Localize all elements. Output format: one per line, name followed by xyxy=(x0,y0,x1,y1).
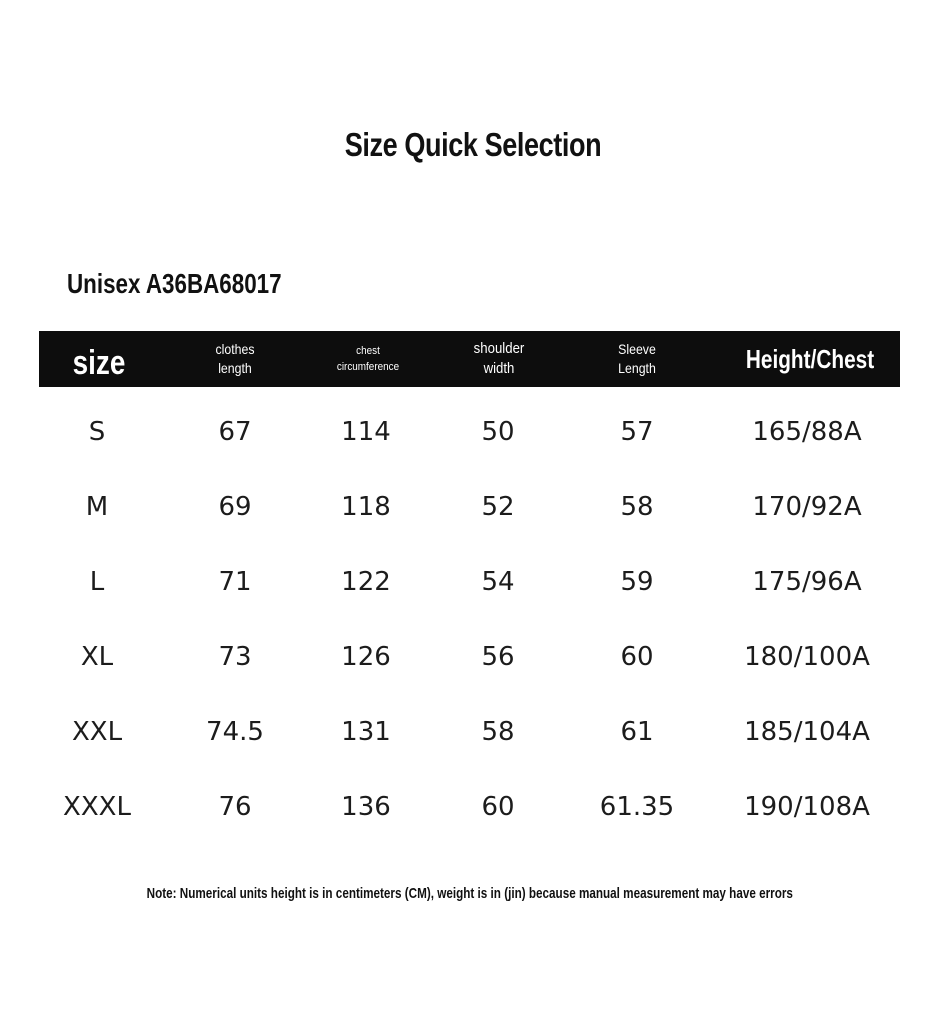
cell-size: L xyxy=(89,567,105,597)
cell-size: M xyxy=(85,492,109,522)
cell-chest-circumference: 118 xyxy=(341,492,391,522)
cell-sleeve-length: 60 xyxy=(620,642,654,672)
product-title: Unisex A36BA68017 xyxy=(67,268,282,299)
header-size: size xyxy=(72,343,126,382)
cell-size: S xyxy=(88,417,106,447)
cell-height-chest: 175/96A xyxy=(752,567,862,597)
cell-sleeve-length: 59 xyxy=(620,567,654,597)
table-row xyxy=(0,487,940,527)
cell-height-chest: 190/108A xyxy=(744,792,870,822)
page-title: Size Quick Selection xyxy=(344,126,602,163)
cell-clothes-length: 73 xyxy=(218,642,252,672)
cell-shoulder-width: 60 xyxy=(481,792,515,822)
header-sleeve-length: Sleeve Length xyxy=(618,341,656,376)
table-row xyxy=(0,562,940,602)
measurement-note: Note: Numerical units height is in centimeters (CM), weight is in (jin) because manual measurement may have errors xyxy=(146,885,793,902)
cell-clothes-length: 74.5 xyxy=(206,717,264,747)
cell-size: XL xyxy=(80,642,114,672)
cell-clothes-length: 71 xyxy=(218,567,252,597)
cell-height-chest: 180/100A xyxy=(744,642,870,672)
cell-size: XXL xyxy=(71,717,123,747)
cell-size: XXXL xyxy=(63,792,131,822)
cell-shoulder-width: 50 xyxy=(481,417,515,447)
cell-height-chest: 170/92A xyxy=(752,492,862,522)
cell-shoulder-width: 52 xyxy=(481,492,515,522)
header-height-chest: Height/Chest xyxy=(745,343,875,374)
header-chest-circumference: chest circumference xyxy=(336,345,400,373)
cell-clothes-length: 69 xyxy=(218,492,252,522)
cell-shoulder-width: 56 xyxy=(481,642,515,672)
cell-clothes-length: 67 xyxy=(218,417,252,447)
cell-chest-circumference: 114 xyxy=(341,417,391,447)
cell-chest-circumference: 122 xyxy=(341,567,391,597)
cell-height-chest: 165/88A xyxy=(752,417,862,447)
cell-chest-circumference: 136 xyxy=(341,792,391,822)
cell-chest-circumference: 131 xyxy=(341,717,391,747)
table-row xyxy=(0,637,940,677)
header-clothes-length: clothes length xyxy=(215,341,255,376)
cell-shoulder-width: 54 xyxy=(481,567,515,597)
table-row xyxy=(0,712,940,752)
table-row xyxy=(0,412,940,452)
cell-height-chest: 185/104A xyxy=(744,717,870,747)
table-header xyxy=(39,331,900,387)
header-shoulder-width: shoulder width xyxy=(473,340,525,377)
table-row xyxy=(0,787,940,827)
cell-shoulder-width: 58 xyxy=(481,717,515,747)
cell-sleeve-length: 61.35 xyxy=(599,792,675,822)
cell-sleeve-length: 57 xyxy=(620,417,654,447)
cell-sleeve-length: 61 xyxy=(620,717,654,747)
cell-clothes-length: 76 xyxy=(218,792,252,822)
cell-sleeve-length: 58 xyxy=(620,492,654,522)
cell-chest-circumference: 126 xyxy=(341,642,391,672)
